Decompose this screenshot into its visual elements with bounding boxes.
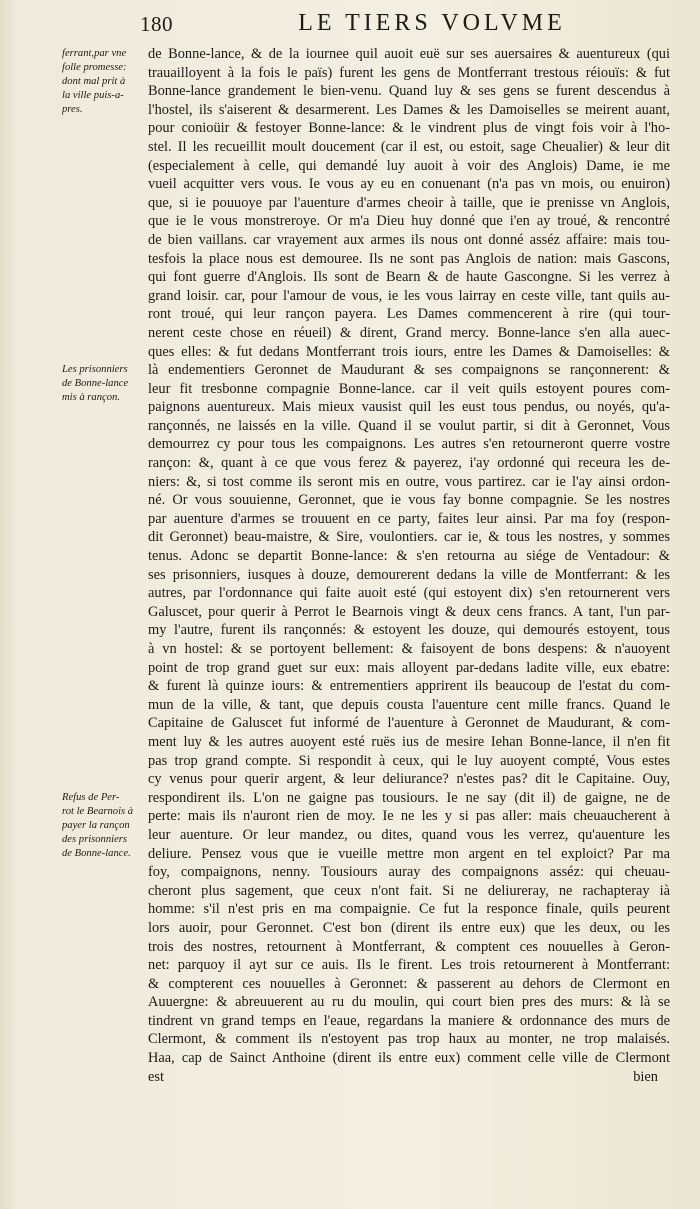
text-line: trois des nostres, retournent à Montferrant, & comptent ces nouuelles à Geron- (148, 938, 670, 955)
text-line: deliure. Pensez vous que ie vueille mettre mon argent en tel exploict? Par ma (148, 845, 670, 862)
text-line: foy, compaignons, nenny. Tousiours auray des compaignons asséz: qui cheuau- (148, 864, 670, 881)
text-line: de Bonne-lance, & de la iournee quil auoit euë sur ses auersaires & auentureux (qui (148, 46, 670, 62)
margin-note (62, 363, 146, 405)
margin-note-line: payer la rançon (62, 820, 130, 831)
text-line: est bien (148, 1068, 658, 1085)
text-line: de bien vaillans. car vrayement aux armes ils nous ont donné asséz affaire: mais tou- (148, 231, 670, 248)
margin-note-line: mis à rançon. (62, 392, 120, 404)
text-line: grand loisir. car, pour l'amour de vous, ie les vous lairray en ceste ville, tant quils au- (148, 287, 670, 304)
margin-note-line: des prisonniers (62, 834, 128, 845)
text-line: paignons auentureux. Mais mieux vausist quil les eust tous pendus, ou noyés, qu'a- (148, 399, 670, 416)
body-text (148, 45, 670, 1086)
text-line: point de trop grand guet sur eux: mais alloyent par-dedans ladite ville, eux ebatre: (148, 659, 670, 676)
text-line: que, si ie pouuoye par l'auenture d'armes cheoir à taille, que ie prenisse vn Anglois, (148, 194, 670, 211)
running-head: LE TIERS VOLVME (298, 10, 566, 36)
text-line: trauailloyent à la fois le païs) furent les gens de Montferrant trestous réiouïs: & fut (148, 64, 670, 81)
text-line: autres, par l'ordonnance qui faite auoit esté (qui estoyent dix) s'en retournerent vers (148, 585, 670, 602)
text-line: & compterent ces nouuelles à Geronnet: & passerent au dehors de Clermont en (148, 975, 670, 992)
text-line: vueil acquitter vers vous. Ie vous ay eu en conuenant (n'a pas vn mois, ou enuiron) (148, 176, 670, 193)
text-line: tenus. Adonc se departit Bonne-lance: & s'en retourna au siége de Ventadour: & (148, 548, 670, 565)
text-line: ront troué, qui leur rançon payera. Les Dames commencerent à rire (qui tour- (148, 306, 670, 323)
text-line: tindrent vn grand temps en l'eaue, regardans la maniere & ordonnance des murs de (148, 1012, 670, 1029)
text-line: pour conioüir & festoyer Bonne-lance: & le vindrent plus de vingt fois voir à l'ho- (148, 120, 670, 137)
text-line: l'hostel, ils s'aiserent & desarmerent. Les Dames & les Damoiselles se meirent auant, (148, 101, 670, 118)
text-line: cheront plus sagement, que ceux n'ont fait. Si ne deliureray, ne rachapteray ià (148, 882, 670, 899)
text-line: par auenture d'armes se trouuent en ce party, faites leur ainsi. Par ma foy (respon- (148, 510, 670, 527)
text-line: ment luy & les autres auoyent esté ruës ius de mesire Iehan Bonne-lance, il n'en fit (148, 733, 670, 750)
text-line: respondirent ils. L'on ne gaigne pas tousiours. Ie ne say (dit il) de gaigne, ne de (148, 789, 670, 806)
margin-note (62, 47, 146, 117)
text-line: lors auoir, pour Geronnet. C'est bon (dirent ils entre eux) que les deux, ou les (148, 919, 670, 936)
text-line: qui font guerre d'Anglois. Ils sont de Bearn & de haute Gascongne. Si les verrez à (148, 269, 670, 286)
text-line: né. Or vous souuienne, Geronnet, que ie vous fay bonne compagnie. Se les nostres (148, 492, 670, 509)
text-line: Capitaine de Galuscet fut informé de l'auenture à Geronnet de Maudurant, & com- (148, 715, 670, 732)
text-line: net: parquoy il ayt sur ce auis. Ils le firent. Les trois retournerent à Montferrant: (148, 957, 670, 974)
text-line: rançonnés, ne laissés en la ville. Quand il se voulut partir, si dit à Geronnet, Vous (148, 417, 670, 434)
margin-note-line: la ville puis-a- (62, 90, 124, 101)
margin-note-line: dont mal prit à (62, 76, 126, 87)
text-line: (especialement à celle, qui demandé luy auoit à voir des Anglois) Dame, ie me (148, 157, 670, 174)
text-line: demourrez cy pour tous les compaignons. Les autres s'en retourneront querre vostre (148, 436, 670, 453)
text-line: tesfois la place nous est demouree. Ils ne sont pas Anglois de nation: mais Gascons, (148, 250, 670, 267)
margin-note-line: rot le Bearnois à (62, 806, 134, 817)
text-line: Haa, cap de Sainct Anthoine (dirent ils entre eux) comment celle ville de Clermont (148, 1050, 670, 1067)
text-line: nerent ceste chose en réueil) & dirent, Grand mercy. Bonne-lance s'en alla auec- (148, 324, 670, 341)
margin-note-line: pres. (62, 104, 83, 115)
text-line: ques elles: & fut dedans Montferrant trois iours, entre les Dames & Damoiselles: & (148, 343, 670, 360)
text-line: stel. Il les recueillit moult doucement (car il est, ou estoit, sage Cheualier) & leur dit (148, 138, 670, 155)
text-line: homme: s'il n'est pris en ma compaignie. Ce fut la responce finale, quils peurent (148, 901, 670, 918)
text-line: & furent là quinze iours: & entrementiers apprirent ils beaucoup de l'estat du com- (148, 678, 670, 695)
page-header (140, 8, 680, 42)
text-line: pas trop grand compte. Si respondit à ceux, qui le luy auoyent compté, Vous estes (148, 752, 670, 769)
margin-note-line: folle promesse: (62, 62, 127, 73)
text-line: ses prisonniers, iusques à douze, demourerent dedans la ville de Montferrant: & les (148, 566, 670, 583)
margin-note-line: de Bonne-lance (62, 378, 129, 390)
text-line: cy venus pour querir argent, & leur deliurance? n'estes pas? dit le Capitaine. Ouy, (148, 771, 670, 788)
text-line: leur fit tresbonne compagnie Bonne-lance. car il veit quils estoyent poures com- (148, 380, 670, 397)
text-line: leur auenture. Or leur mandez, ou dites, quand vous les verrez, qu'auenture les (148, 826, 670, 843)
text-line: perte: mais ils n'auront rien de moy. Ie ne les y si pas aller: mais cheuaucherent à (148, 808, 670, 825)
text-line: Galuscet, pour querir à Perrot le Bearnois vingt & deux cens francs. A tant, l'un par- (148, 603, 670, 620)
text-line: Auuergne: & abreuuerent au ru du moulin, qui court bien pres des murs: & là se (148, 994, 670, 1011)
text-line: niers: &, si tost comme ils seront mis en outre, vous partirez. car ie l'ay ainsi ordon- (148, 473, 670, 490)
text-line: rançon: &, quant à ce que vous ferez & payerez, i'ay ordonné qui receura les de- (148, 455, 670, 472)
margin-note-line: Les prisonniers (62, 364, 128, 376)
text-line: là endementiers Geronnet de Maudurant & ses compaignons se rançonnerent: & (148, 362, 670, 379)
margin-note (62, 791, 146, 861)
text-line: à vn hostel: & se portoyent bellement: & faisoyent de bons despens: & n'auoyent (148, 641, 670, 657)
page-number: 180 (140, 12, 173, 36)
margin-note-line: de Bonne-lance. (62, 848, 131, 859)
text-line: Clermont, & comment ils n'estoyent pas trop haux au monter, ne trop malaisés. (148, 1031, 670, 1048)
text-line: que ie le vous monstreroye. Or m'a Dieu huy donné que i'en ay troué, & rencontré (148, 213, 670, 230)
text-line: mun de la ville, & tant, que depuis cousta l'auenture cent mille francs. Quand le (148, 696, 670, 713)
text-line: my l'autre, furent ils rançonnés: & estoyent les douze, qui demourés estoyent, tous (148, 622, 670, 639)
text-line: dit Geronnet) beau-maistre, & Sire, voulontiers. car ie, & tous les nostres, y sommes (148, 529, 670, 546)
margin-note-line: Refus de Per- (62, 792, 120, 803)
text-line: Bonne-lance grandement le bien-venu. Quand luy & ses gens se furent descendus à (148, 83, 670, 100)
margin-note-line: ferrant,par vne (62, 48, 127, 59)
